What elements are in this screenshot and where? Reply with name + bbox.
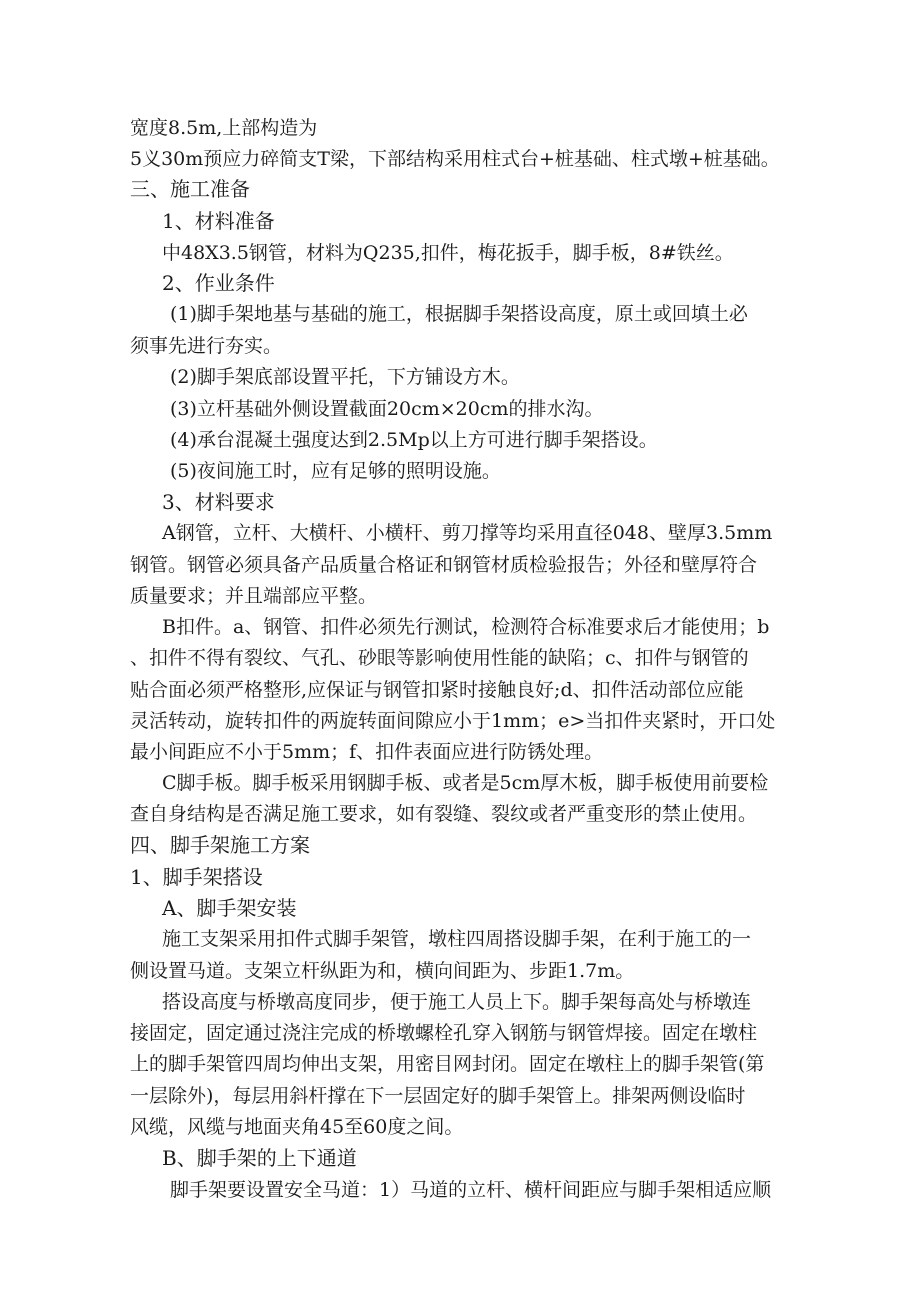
text-line: 、扣件不得有裂纹、气孔、砂眼等影响使用性能的缺陷；c、扣件与钢管的 — [130, 647, 749, 669]
subsection-heading: B、脚手架的上下通道 — [162, 1146, 357, 1170]
text-line: 脚手架要设置安全马道：1）马道的立杆、横杆间距应与脚手架相适应顺 — [170, 1179, 772, 1201]
subsection-heading: 1、材料准备 — [162, 209, 275, 233]
text-line: 宽度8.5m,上部构造为 — [130, 117, 318, 139]
text-line: C脚手板。脚手板采用钢脚手板、或者是5cm厚木板，脚手板使用前要检 — [162, 772, 769, 794]
text-line: 一层除外)，每层用斜杆撑在下一层固定好的脚手架管上。排架两侧设临时 — [130, 1085, 746, 1107]
subsection-heading: 3、材料要求 — [162, 490, 275, 514]
text-line: 5义30m预应力碎简支T梁，下部结构采用柱式台+桩基础、柱式墩+桩基础。 — [130, 148, 780, 170]
text-line: 施工支架采用扣件式脚手架管，墩柱四周搭设脚手架，在利于施工的一 — [162, 928, 752, 950]
text-line: 贴合面必须严格整形,应保证与钢管扣紧时接触良好;d、扣件活动部位应能 — [130, 679, 744, 701]
section-heading: 四、脚手架施工方案 — [130, 833, 310, 857]
text-line: (3)立杆基础外侧设置截面20cm×20cm的排水沟。 — [170, 398, 604, 420]
subsection-heading: 1、脚手架搭设 — [130, 865, 263, 889]
text-line: 侧设置马道。支架立杆纵距为和，横向间距为、步距1.7m。 — [130, 960, 635, 982]
text-line: 风缆，风缆与地面夹角45至60度之间。 — [130, 1116, 464, 1138]
text-line: 灵活转动，旋转扣件的两旋转面间隙应小于1mm；e>当扣件夹紧时，开口处 — [130, 710, 776, 732]
text-line: 最小间距应不小于5mm；f、扣件表面应进行防锈处理。 — [130, 741, 604, 763]
text-line: (2)脚手架底部设置平托，下方铺设方木。 — [170, 366, 520, 388]
section-heading: 三、施工准备 — [130, 177, 250, 201]
text-line: 须事先进行夯实。 — [130, 335, 283, 357]
text-line: 中48X3.5钢管，材料为Q235,扣件，梅花扳手，脚手板，8#铁丝。 — [162, 242, 734, 264]
text-line: 钢管。钢管必须具备产品质量合格证和钢管材质检验报告；外径和壁厚符合 — [130, 554, 758, 576]
text-line: A钢管，立杆、大横杆、小横杆、剪刀撑等均采用直径048、壁厚3.5mm — [162, 522, 773, 544]
text-line: (1)脚手架地基与基础的施工，根据脚手架搭设高度，原土或回填土必 — [170, 303, 748, 325]
subsection-heading: 2、作业条件 — [162, 271, 275, 295]
text-line: (4)承台混凝土强度达到2.5Mp以上方可进行脚手架搭设。 — [170, 429, 658, 451]
text-line: 上的脚手架管四周均伸出支架，用密目网封闭。固定在墩柱上的脚手架管(第 — [130, 1053, 765, 1075]
text-line: 搭设高度与桥墩高度同步，便于施工人员上下。脚手架每高处与桥墩连 — [162, 991, 752, 1013]
text-line: (5)夜间施工时，应有足够的照明设施。 — [170, 460, 501, 482]
subsection-heading: A、脚手架安装 — [162, 896, 297, 920]
text-line: 接固定，固定通过浇注完成的桥墩螺栓孔穿入钢筋与钢管焊接。固定在墩柱 — [130, 1022, 758, 1044]
text-line: 质量要求；并且端部应平整。 — [130, 585, 378, 607]
text-line: B扣件。a、钢管、扣件必须先行测试，检测符合标准要求后才能使用；b — [162, 616, 770, 638]
text-line: 查自身结构是否满足施工要求，如有裂缝、裂纹或者严重变形的禁止使用。 — [130, 803, 758, 825]
